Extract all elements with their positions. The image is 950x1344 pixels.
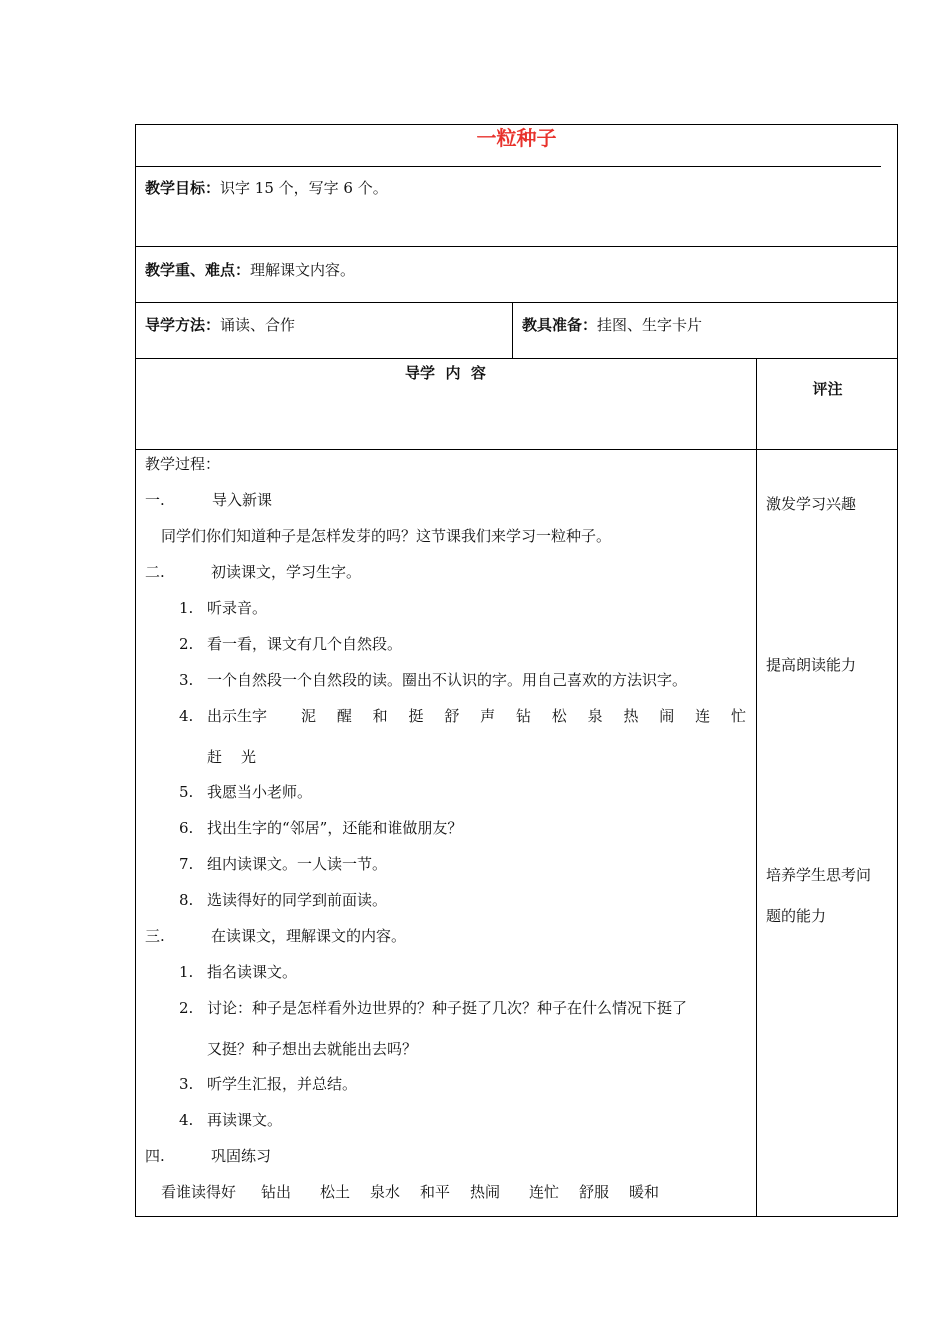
item-num: 5. [179,783,194,801]
tools-row [522,315,702,335]
notes-header: 评注 [812,380,843,398]
section-title: 巩固练习 [211,1147,272,1165]
item-text: 又挺？种子想出去就能出去吗？ [207,1040,418,1058]
new-characters [301,706,746,726]
item-text: 看一看，课文有几个自然段。 [207,635,403,653]
item-text: 我愿当小老师。 [207,783,313,801]
row-divider [135,302,898,303]
item-num: 2. [179,635,194,653]
section-title: 初读课文，学习生字。 [211,563,362,581]
note-text: 题的能力 [766,907,827,925]
item-num: 8. [179,891,194,909]
character: 连 [695,707,711,725]
character: 钻 [515,707,531,725]
practice-word: 热闹 [470,1183,501,1201]
keypoints-value: 理解课文内容。 [250,261,356,279]
practice-word: 和平 [420,1183,451,1201]
character: 挺 [408,707,424,725]
item-text: 指名读课文。 [207,963,298,981]
item-text: 选读得好的同学到前面读。 [207,891,388,909]
row-divider [135,358,898,359]
note-text: 提高朗读能力 [766,656,857,674]
column-divider [756,358,757,1217]
character: 忙 [730,707,746,725]
section-intro: 同学们你们知道种子是怎样发芽的吗？这节课我们来学习一粒种子。 [161,527,612,545]
section-num: 三. [145,927,165,945]
item-num: 1. [179,599,194,617]
lesson-plan-table [135,124,899,1217]
section-num: 二. [145,563,165,581]
goal-row [145,178,388,198]
character: 赶 [207,748,223,766]
section-title: 导入新课 [212,491,273,509]
keypoints-row [145,260,355,280]
keypoints-label: 教学重、难点： [145,261,251,279]
practice-word: 看谁读得好 [161,1183,237,1201]
item-text: 一个自然段一个自然段的读。圈出不认识的字。用自己喜欢的方法识字。 [207,671,688,689]
item-text: 出示生字 [207,707,268,725]
practice-word: 泉水 [370,1183,401,1201]
practice-word: 舒服 [579,1183,610,1201]
column-divider [512,302,513,358]
item-text: 组内读课文。一人读一节。 [207,855,388,873]
item-text: 听录音。 [207,599,268,617]
character: 醒 [336,707,352,725]
practice-word: 暖和 [629,1183,660,1201]
method-row [145,315,295,335]
section-num: 四. [145,1147,165,1165]
content-header: 导学 内 容 [405,364,486,382]
page-title: 一粒种子 [476,126,557,150]
character: 泉 [587,707,603,725]
character: 泥 [301,707,317,725]
character: 闹 [659,707,675,725]
practice-word: 松土 [320,1183,351,1201]
item-text: 听学生汇报，并总结。 [207,1075,358,1093]
item-text: 再读课文。 [207,1111,283,1129]
tools-label: 教具准备： [522,316,598,334]
practice-word: 钻出 [261,1183,292,1201]
process-label: 教学过程： [145,455,221,473]
section-title: 在读课文，理解课文的内容。 [211,927,407,945]
row-divider [135,246,898,247]
character: 松 [551,707,567,725]
character: 和 [372,707,388,725]
method-label: 导学方法： [145,316,221,334]
note-text: 培养学生思考问 [766,866,872,884]
character: 舒 [444,707,460,725]
character: 光 [241,748,257,766]
practice-word: 连忙 [529,1183,560,1201]
item-num: 6. [179,819,194,837]
row-divider [135,449,898,450]
item-num: 2. [179,999,194,1017]
item-num: 4. [179,1111,194,1129]
note-text: 激发学习兴趣 [766,495,857,513]
character: 热 [623,707,639,725]
item-num: 3. [179,671,194,689]
item-text: 找出生字的“邻居”，还能和谁做朋友？ [207,819,463,837]
section-num: 一. [145,491,165,509]
item-num: 1. [179,963,194,981]
item-num: 7. [179,855,194,873]
title-rule [135,166,881,167]
item-text: 讨论：种子是怎样看外边世界的？种子挺了几次？种子在什么情况下挺了 [207,999,688,1017]
character: 声 [480,707,496,725]
goal-label: 教学目标： [145,179,221,197]
goal-value: 识字 15 个，写字 6 个。 [220,179,388,197]
item-num: 3. [179,1075,194,1093]
method-value: 诵读、合作 [220,316,296,334]
item-num: 4. [179,707,194,725]
tools-value: 挂图、生字卡片 [597,316,703,334]
